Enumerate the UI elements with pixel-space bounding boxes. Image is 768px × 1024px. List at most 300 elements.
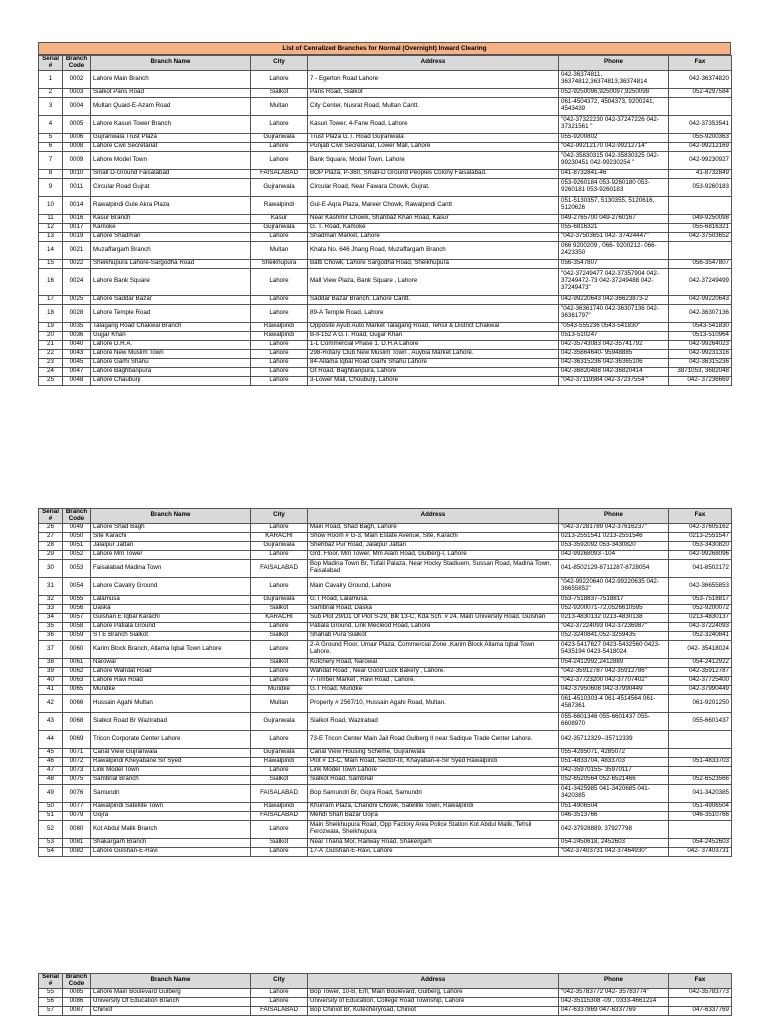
cell-city: Gujranwala [251, 595, 308, 604]
cell-phone: 042-36820488 042-36820414 [559, 367, 669, 376]
cell-phone: "042-37403731 042-37464930" [559, 847, 669, 856]
cell-branch-code: 0008 [63, 142, 91, 151]
table-row [39, 757, 732, 766]
cell-phone: "042-37224093 042-37236987" [559, 622, 669, 631]
table-row [39, 142, 732, 151]
cell-address: Shehbaz Pur Road, Jalalpur Jattan [308, 541, 559, 550]
cell-branch-code: 0051 [63, 541, 91, 550]
table-row [39, 532, 732, 541]
cell-fax: 042-36655853 [669, 577, 732, 595]
cell-fax: 042-36307136 [669, 304, 732, 322]
cell-phone: 053-3592092 053-3430820 [559, 541, 669, 550]
cell-address: Bop Madina Town Br, Tufail Palaza, Near Hocky Stadiuem, Sussan Road, Madina Town, Faisalabad [308, 559, 559, 577]
cell-branch-code: 0045 [63, 358, 91, 367]
col-branch-code: Branch Code [63, 56, 91, 71]
cell-fax: 053-7518817 [669, 595, 732, 604]
cell-serial: 30 [39, 559, 63, 577]
cell-branch-name: Lahore Bank Square [91, 268, 251, 295]
cell-address: Batti Chowk, Lahore Sargodha Road, Sheikhupura [308, 259, 559, 268]
cell-serial: 44 [39, 730, 63, 748]
cell-fax: 042-37990449 [669, 685, 732, 694]
cell-city: Lahore [251, 367, 308, 376]
cell-branch-code: 0028 [63, 304, 91, 322]
col-serial: Serial # [39, 56, 63, 71]
col-fax: Fax [669, 56, 732, 71]
table-row [39, 694, 732, 712]
col-branch-code: Branch Code [63, 509, 91, 524]
cell-serial: 47 [39, 766, 63, 775]
cell-serial: 6 [39, 142, 63, 151]
cell-phone: "042-37249477 042-37357904 042-37249472-73 042-37249488 042-37249473" [559, 268, 669, 295]
cell-phone: 066 9200209 , 066- 9200212- 066-2423350 [559, 241, 669, 259]
cell-address: 3-Lower Mall, Chouburji, Lahore [308, 376, 559, 385]
cell-phone: 056-3547807 [559, 259, 669, 268]
table-row [39, 70, 732, 88]
cell-address: Kutchery Road, Narowal [308, 658, 559, 667]
cell-serial: 42 [39, 694, 63, 712]
table-row [39, 367, 732, 376]
cell-phone: 042-37950608 042-37990449 [559, 685, 669, 694]
cell-serial: 25 [39, 376, 63, 385]
table-row [39, 997, 732, 1006]
cell-fax: 0543-541830 [669, 322, 732, 331]
cell-fax: 0513-510964 [669, 331, 732, 340]
cell-phone: "042-37322230 042-37247226 042-37321561 " [559, 115, 669, 133]
table-row [39, 178, 732, 196]
cell-serial: 49 [39, 784, 63, 802]
table-block-1 [38, 42, 731, 386]
cell-fax: 042-37503652 [669, 232, 732, 241]
cell-city: KARACHI [251, 532, 308, 541]
cell-city: Lahore [251, 268, 308, 295]
table-row [39, 577, 732, 595]
cell-branch-name: Sialkot Road Br Wazirabad [91, 712, 251, 730]
table-row [39, 1006, 732, 1015]
cell-city: Gujranwala [251, 223, 308, 232]
table-row [39, 712, 732, 730]
table-block-3 [38, 973, 731, 1016]
table-row [39, 259, 732, 268]
cell-phone: 052-9250096,9250097,9250098 [559, 88, 669, 97]
cell-serial: 18 [39, 304, 63, 322]
cell-serial: 1 [39, 70, 63, 88]
col-city: City [251, 974, 308, 989]
cell-fax: 049-9250098 [669, 214, 732, 223]
cell-serial: 19 [39, 322, 63, 331]
cell-serial: 9 [39, 178, 63, 196]
cell-branch-code: 0066 [63, 694, 91, 712]
cell-address: Mall View Plaza, Bank Square , Lahore [308, 268, 559, 295]
cell-address: Bop Samundri Br, Gojra Road, Samundri [308, 784, 559, 802]
cell-city: Gujranwala [251, 178, 308, 196]
cell-fax: 053-3430820 [669, 541, 732, 550]
cell-branch-code: 0058 [63, 622, 91, 631]
cell-address: Property # 2567/10, Hussain Agahi Road, Multan. [308, 694, 559, 712]
cell-address: 298-Rotary Club New Muslim Town , Auybia Market Lahore. [308, 349, 559, 358]
cell-phone: 0213-4830132 0213-4830138 [559, 613, 669, 622]
cell-fax [669, 748, 732, 757]
cell-fax: 047-6337769 [669, 1006, 732, 1015]
cell-city: FAISALABAD [251, 169, 308, 178]
cell-city: Lahore [251, 847, 308, 856]
cell-address: Wahdat Road , Near Good Luck Bakery , Lahore. [308, 667, 559, 676]
cell-phone: 042-37928889, 37927798 [559, 820, 669, 838]
cell-branch-name: Talagang Road Chakwal Branch [91, 322, 251, 331]
cell-address: Show Room # G-3, Main Estate Avenue, Site, Karachi [308, 532, 559, 541]
cell-address: 7-Timber Market , Ravi Road , Lahore. [308, 676, 559, 685]
cell-serial: 37 [39, 640, 63, 658]
cell-fax: 054-2412922 [669, 658, 732, 667]
cell-phone: "042-37281789 042-37616237" [559, 523, 669, 532]
cell-branch-name: Small D-Ground Faisalabad [91, 169, 251, 178]
cell-address: 89-A Temple Road, Lahore [308, 304, 559, 322]
cell-branch-code: 0017 [63, 223, 91, 232]
cell-branch-name: Hussain Agahi Multan [91, 694, 251, 712]
cell-address: Saddar Bazar Branch, Lahore Cantt. [308, 295, 559, 304]
cell-fax: 042-99230927 [669, 151, 732, 169]
cell-serial: 57 [39, 1006, 63, 1015]
cell-phone: 042-99268093 -104 [559, 550, 669, 559]
cell-branch-code: 0024 [63, 268, 91, 295]
cell-branch-name: Lahore Mm Tower [91, 550, 251, 559]
cell-phone: 061-4510303-4 061-4514564 061-4587361 [559, 694, 669, 712]
cell-branch-name: Muzaffargarh Branch [91, 241, 251, 259]
table-row [39, 559, 732, 577]
cell-branch-name: Lahore Shad Bagh [91, 523, 251, 532]
table-row [39, 613, 732, 622]
cell-phone: 051-4833704, 4833703 [559, 757, 669, 766]
cell-phone: 055-9200802 [559, 133, 669, 142]
table-row [39, 232, 732, 241]
cell-fax: 051-4833703 [669, 757, 732, 766]
cell-fax [669, 766, 732, 775]
cell-branch-name: Lalamusa [91, 595, 251, 604]
cell-branch-name: Gujranwala Trust Plaza [91, 133, 251, 142]
cell-branch-name: Lahore Temple Road [91, 304, 251, 322]
cell-address: City Center, Nusrat Road, Multan Cantt. [308, 97, 559, 115]
cell-branch-name: S I E Branch Sialkot [91, 631, 251, 640]
cell-city: Lahore [251, 523, 308, 532]
cell-branch-code: 0060 [63, 640, 91, 658]
cell-branch-name: Canal View Gujranwala [91, 748, 251, 757]
cell-branch-name: Lahore Gulshan-E-Ravi [91, 847, 251, 856]
cell-city: Sialkot [251, 658, 308, 667]
cell-serial: 27 [39, 532, 63, 541]
cell-phone: 051-4906504 [559, 802, 669, 811]
cell-city: Lahore [251, 577, 308, 595]
header-row [39, 509, 732, 524]
cell-branch-code: 0059 [63, 631, 91, 640]
cell-branch-name: Rawalpindi Satellite Town [91, 802, 251, 811]
cell-branch-code: 0073 [63, 766, 91, 775]
cell-branch-name: Daska [91, 604, 251, 613]
table-row [39, 214, 732, 223]
table-row [39, 97, 732, 115]
table-row [39, 658, 732, 667]
cell-branch-name: Shakargarh Branch [91, 838, 251, 847]
cell-address: Main Road, Shad Bagh, Lahore [308, 523, 559, 532]
cell-branch-name: Rawalpindi Gule Akra Plaza [91, 196, 251, 214]
col-fax: Fax [669, 509, 732, 524]
cell-city: Lahore [251, 640, 308, 658]
cell-fax: 042-37605162 [669, 523, 732, 532]
cell-serial: 7 [39, 151, 63, 169]
cell-city: Lahore [251, 358, 308, 367]
col-branch-code: Branch Code [63, 974, 91, 989]
cell-branch-code: 0036 [63, 331, 91, 340]
cell-city: Lahore [251, 376, 308, 385]
cell-branch-code: 0087 [63, 1006, 91, 1015]
table-row [39, 550, 732, 559]
cell-branch-code: 0072 [63, 757, 91, 766]
cell-serial: 39 [39, 667, 63, 676]
cell-branch-name: Lahore D.H.A. [91, 340, 251, 349]
cell-phone: 0513-510247 [559, 331, 669, 340]
cell-address: Grd. Floor, Mm Tower, Mm Alam Road, Gulberg-I, Lahore [308, 550, 559, 559]
table-row [39, 766, 732, 775]
cell-serial: 48 [39, 775, 63, 784]
col-phone: Phone [559, 509, 669, 524]
cell-fax: 042- 35418024 [669, 640, 732, 658]
cell-fax: 051-4906504 [669, 802, 732, 811]
cell-branch-code: 0063 [63, 676, 91, 685]
cell-serial: 12 [39, 223, 63, 232]
cell-serial: 14 [39, 241, 63, 259]
cell-branch-code: 0043 [63, 349, 91, 358]
table-row [39, 358, 732, 367]
cell-fax: 042-37249499 [669, 268, 732, 295]
cell-branch-code: 0010 [63, 169, 91, 178]
cell-city: Rawalpindi [251, 331, 308, 340]
cell-address: 17-A ,Gulshan-E-Ravi, Lahore [308, 847, 559, 856]
header-row [39, 974, 732, 989]
cell-branch-code: 0053 [63, 559, 91, 577]
cell-phone: 049-2765700 049-2760167 [559, 214, 669, 223]
cell-branch-code: 0049 [63, 523, 91, 532]
cell-fax [669, 97, 732, 115]
col-city: City [251, 509, 308, 524]
table-body [39, 523, 732, 856]
col-branch-name: Branch Name [91, 509, 251, 524]
col-address: Address [308, 56, 559, 71]
cell-fax: 042-37224093 [669, 622, 732, 631]
table-row [39, 223, 732, 232]
cell-serial: 53 [39, 838, 63, 847]
cell-branch-code: 0068 [63, 712, 91, 730]
cell-branch-code: 0055 [63, 595, 91, 604]
table-row [39, 88, 732, 97]
cell-fax: 056-3547807 [669, 259, 732, 268]
col-address: Address [308, 509, 559, 524]
cell-address: 73-E Tricon Center Main Jail Road Gulberg II near Sadique Trade Center Lahore. [308, 730, 559, 748]
cell-branch-code: 0086 [63, 997, 91, 1006]
cell-serial: 16 [39, 268, 63, 295]
cell-city: FAISALABAD [251, 784, 308, 802]
cell-serial: 46 [39, 757, 63, 766]
table-row [39, 376, 732, 385]
cell-branch-name: Lahore Patiala Ground [91, 622, 251, 631]
table-block-2 [38, 508, 731, 857]
table-row [39, 802, 732, 811]
cell-branch-name: Kasur Branch [91, 214, 251, 223]
cell-branch-code: 0052 [63, 550, 91, 559]
cell-phone: 046-3513766 [559, 811, 669, 820]
cell-phone: 061-4504372, 4504373, 9200241, 4543439 [559, 97, 669, 115]
cell-fax: 053-9260183 [669, 178, 732, 196]
cell-city: Lahore [251, 295, 308, 304]
cell-serial: 55 [39, 988, 63, 997]
cell-address: Circular Road, Near Fawara Chowk, Gujrat. [308, 178, 559, 196]
cell-branch-code: 0075 [63, 775, 91, 784]
cell-branch-code: 0069 [63, 730, 91, 748]
cell-serial: 34 [39, 613, 63, 622]
cell-serial: 54 [39, 847, 63, 856]
cell-phone: 052-9200071-72,0526610595 [559, 604, 669, 613]
cell-serial: 17 [39, 295, 63, 304]
cell-city: Rawalpindi [251, 802, 308, 811]
cell-serial: 52 [39, 820, 63, 838]
cell-city: Sialkot [251, 775, 308, 784]
cell-serial: 15 [39, 259, 63, 268]
table-row [39, 151, 732, 169]
cell-branch-name: Lahore New Muslim Town [91, 349, 251, 358]
cell-branch-name: Narowal [91, 658, 251, 667]
cell-branch-name: Kamoke [91, 223, 251, 232]
table-row [39, 775, 732, 784]
cell-branch-name: Lahore Main Boulevard Gulberg [91, 988, 251, 997]
cell-branch-name: Faisalabad Madina Town [91, 559, 251, 577]
cell-phone: 042-36315236 042-36365106 [559, 358, 669, 367]
cell-branch-name: Lahore Garhi Shahu [91, 358, 251, 367]
cell-city: Lahore [251, 151, 308, 169]
cell-phone: 055-6601346 055-6601437 055-6608970 [559, 712, 669, 730]
cell-branch-code: 0047 [63, 367, 91, 376]
cell-serial: 50 [39, 802, 63, 811]
table-row [39, 604, 732, 613]
branches-table [38, 55, 732, 386]
cell-fax: 052-4297584 [669, 88, 732, 97]
cell-address: Main Cavalry Ground, Lahore [308, 577, 559, 595]
cell-city: Multan [251, 694, 308, 712]
cell-fax: 0213-4830137 [669, 613, 732, 622]
cell-phone: "042-37723200 042-37707402" [559, 676, 669, 685]
cell-branch-code: 0009 [63, 151, 91, 169]
cell-address: Sambrial Road, Daska [308, 604, 559, 613]
cell-branch-name: Lahore Shadman [91, 232, 251, 241]
cell-fax: 041-8502172 [669, 559, 732, 577]
cell-address: Patiala Ground, Link Mecleod Road, Lahore [308, 622, 559, 631]
cell-branch-name: Sialkot Paris Road [91, 88, 251, 97]
cell-branch-name: Gulshan E Iqbal Karachi [91, 613, 251, 622]
cell-address: Paris Road, Sialkot [308, 88, 559, 97]
col-phone: Phone [559, 56, 669, 71]
cell-address: Sialkot Road, Sambrial [308, 775, 559, 784]
cell-phone: "042-35830315 042-35830325 042-99230451 042-99230254 " [559, 151, 669, 169]
cell-city: Lahore [251, 730, 308, 748]
cell-fax: 042-99264023 [669, 340, 732, 349]
col-address: Address [308, 974, 559, 989]
cell-city: Lahore [251, 766, 308, 775]
cell-phone: "042-35912787 042-35912786" [559, 667, 669, 676]
table-row [39, 748, 732, 757]
cell-branch-code: 0022 [63, 259, 91, 268]
cell-city: Gujranwala [251, 748, 308, 757]
cell-address: Main Sheikhupura Road, Opp Factory Area Police Station Kot Abdul Malik, Tehsil Ferozwala, Sheikhupura [308, 820, 559, 838]
cell-phone: 042-35743083 042-35741792 [559, 340, 669, 349]
cell-address: Shadman Market, Lahore [308, 232, 559, 241]
cell-fax: 042- 37403731 [669, 847, 732, 856]
table-row [39, 685, 732, 694]
table-row [39, 631, 732, 640]
cell-fax: 042-37725400 [669, 676, 732, 685]
cell-phone: 053-7518837-7518817 [559, 595, 669, 604]
table-row [39, 595, 732, 604]
cell-branch-code: 0016 [63, 214, 91, 223]
cell-branch-code: 0006 [63, 133, 91, 142]
cell-address: Bop Chiniot Br, Kutecheryroad, Chiniot [308, 1006, 559, 1015]
cell-fax: 042-36315236 [669, 358, 732, 367]
cell-branch-name: Lahore Civil Secretariat [91, 142, 251, 151]
cell-address: BOP Plaza, P-360, Small-D Ground Peoples Colony Faisalabad. [308, 169, 559, 178]
cell-fax: 055-9200363 [669, 133, 732, 142]
cell-branch-name: Lahore Main Branch [91, 70, 251, 88]
cell-fax: 042-99220643 [669, 295, 732, 304]
cell-city: Kasur [251, 214, 308, 223]
table-row [39, 241, 732, 259]
cell-branch-name: Lahore Kasuri Tower Branch [91, 115, 251, 133]
cell-branch-code: 0061 [63, 658, 91, 667]
table-row [39, 196, 732, 214]
cell-city: KARACHI [251, 613, 308, 622]
cell-phone: 041-8502129-8711287-8728054 [559, 559, 669, 577]
cell-city: Lahore [251, 622, 308, 631]
cell-branch-name: Jalalpur Jattan [91, 541, 251, 550]
table-row [39, 667, 732, 676]
cell-phone: 042-35864640- 95948885 [559, 349, 669, 358]
table-row [39, 169, 732, 178]
cell-serial: 31 [39, 577, 63, 595]
table-row [39, 268, 732, 295]
cell-fax: 042-99268096 [669, 550, 732, 559]
branches-table [38, 508, 732, 857]
table-row [39, 304, 732, 322]
cell-city: Rawalpindi [251, 757, 308, 766]
cell-phone: "042-35783772 042- 35783774" [559, 988, 669, 997]
cell-branch-code: 0062 [63, 667, 91, 676]
cell-address: G.T Road, Muridke [308, 685, 559, 694]
cell-address: Kasuri Tower, 4-Fane Road, Lahore [308, 115, 559, 133]
cell-address: Mehdi Shah Bazar Gojra [308, 811, 559, 820]
cell-phone: "042-37119984 042-37237554 " [559, 376, 669, 385]
cell-branch-code: 0080 [63, 820, 91, 838]
cell-phone: 042-35970155- 35970117 [559, 766, 669, 775]
cell-fax: 041-3420385 [669, 784, 732, 802]
cell-city: FAISALABAD [251, 811, 308, 820]
cell-city: FAISALABAD [251, 559, 308, 577]
cell-serial: 40 [39, 676, 63, 685]
cell-phone: 055-6816321 [559, 223, 669, 232]
cell-address: G.T Road, Lalamusa. [308, 595, 559, 604]
table-row [39, 838, 732, 847]
cell-address: University of Education, College Road Township, Lahore [308, 997, 559, 1006]
cell-branch-code: 0011 [63, 178, 91, 196]
cell-address: Bop Tower, 10-B, E/II, Main Boulevard, Gulberg, Lahore [308, 988, 559, 997]
cell-branch-code: 0085 [63, 988, 91, 997]
cell-fax [669, 196, 732, 214]
cell-branch-name: Sheikhupura Lahore-Sargodha Road [91, 259, 251, 268]
cell-serial: 5 [39, 133, 63, 142]
cell-city: Sialkot [251, 838, 308, 847]
